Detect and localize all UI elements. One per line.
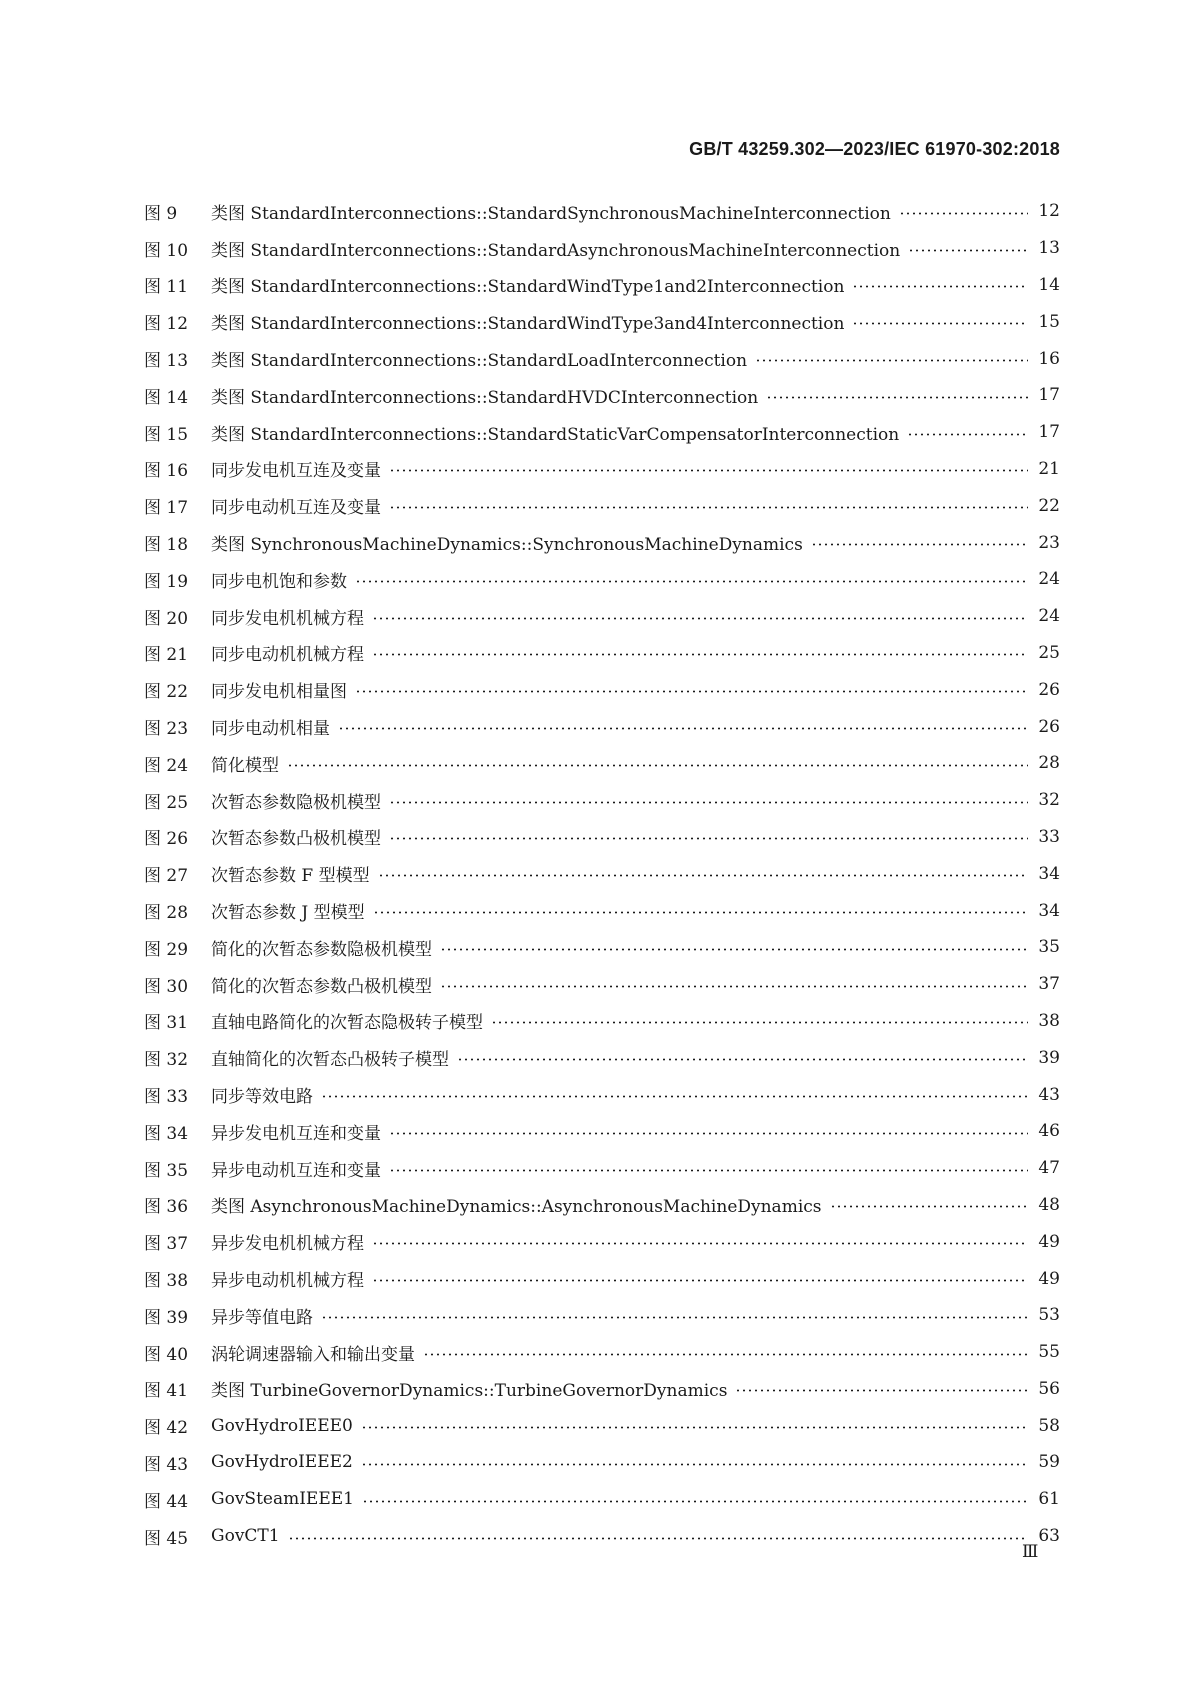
figure-title: 类图 StandardInterconnections::StandardWindType1and2Interconnection [211, 277, 845, 298]
figure-number: 图 34 [144, 1123, 189, 1144]
figure-number: 图 29 [144, 939, 189, 960]
page-reference: 24 [1038, 569, 1060, 590]
toc-entry[interactable] [144, 1076, 1060, 1113]
dot-leader [372, 1279, 1028, 1282]
figure-number: 图 9 [144, 203, 178, 224]
dot-leader [735, 1389, 1028, 1392]
figure-title: 简化的次暂态参数隐极机模型 [211, 939, 432, 960]
figure-title: 直轴电路简化的次暂态隐极转子模型 [211, 1013, 483, 1034]
figure-number: 图 31 [144, 1013, 189, 1034]
figure-title: 同步电动机互连及变量 [211, 498, 381, 519]
figure-title: 异步电动机机械方程 [211, 1271, 364, 1291]
dot-leader [811, 543, 1029, 546]
page-reference: 47 [1038, 1158, 1060, 1179]
toc-entry[interactable] [144, 1297, 1060, 1334]
toc-entry[interactable] [144, 193, 1060, 230]
figure-number: 图 39 [144, 1307, 189, 1328]
figure-number: 图 26 [144, 829, 189, 850]
dot-leader [830, 1205, 1029, 1208]
figure-number: 图 27 [144, 866, 189, 887]
figure-title: 简化的次暂态参数凸极机模型 [211, 976, 432, 997]
page-reference: 56 [1038, 1378, 1060, 1399]
figure-title: 类图 StandardInterconnections::StandardAsynchronousMachineInterconnection [211, 240, 901, 261]
page-reference: 22 [1038, 495, 1060, 516]
dot-leader [440, 985, 1028, 988]
toc-entry[interactable] [144, 451, 1060, 488]
figure-number: 图 15 [144, 424, 189, 445]
toc-entry[interactable] [144, 745, 1060, 782]
figure-number: 图 16 [144, 461, 189, 482]
toc-entry[interactable] [144, 966, 1060, 1003]
dot-leader [373, 911, 1029, 914]
figure-number: 图 42 [144, 1418, 189, 1439]
figure-title: 异步等值电路 [211, 1307, 313, 1328]
page-reference: 63 [1038, 1526, 1060, 1547]
page-reference: 61 [1038, 1489, 1060, 1510]
dot-leader [372, 617, 1028, 620]
dot-leader [361, 1426, 1029, 1429]
figure-number: 图 19 [144, 571, 189, 592]
page-reference: 28 [1038, 753, 1060, 774]
page-reference: 17 [1038, 385, 1060, 406]
toc-entry[interactable] [144, 1039, 1060, 1076]
toc-entry[interactable] [144, 782, 1060, 819]
dot-leader [852, 322, 1028, 325]
dot-leader [389, 801, 1028, 804]
toc-entry[interactable] [144, 929, 1060, 966]
page-reference: 55 [1038, 1342, 1060, 1363]
dot-leader [355, 690, 1028, 693]
toc-entry[interactable] [144, 303, 1060, 340]
page-reference: 17 [1038, 422, 1060, 443]
toc-entry[interactable] [144, 1334, 1060, 1371]
figure-number: 图 40 [144, 1344, 189, 1365]
figure-title: 次暂态参数 J 型模型 [211, 903, 365, 924]
figure-number: 图 10 [144, 240, 189, 261]
figure-title: 异步发电机互连和变量 [211, 1123, 381, 1144]
dot-leader [378, 874, 1029, 877]
dot-leader [908, 249, 1028, 252]
toc-entry[interactable] [144, 671, 1060, 708]
dot-leader [755, 359, 1028, 362]
page-reference: 38 [1038, 1010, 1060, 1031]
page-reference: 15 [1038, 311, 1060, 332]
toc-entry[interactable] [144, 561, 1060, 598]
figure-title: GovHydroIEEE2 [211, 1452, 353, 1473]
standard-header: GB/T 43259.302—2023/IEC 61970-302:2018 [689, 139, 1060, 159]
figure-title: 同步电动机机械方程 [211, 645, 364, 666]
figure-number: 图 22 [144, 682, 189, 703]
toc-entry[interactable] [144, 1518, 1060, 1555]
dot-leader [491, 1021, 1028, 1024]
page-reference: 37 [1038, 974, 1060, 995]
page-reference: 26 [1038, 679, 1060, 700]
page-reference: 32 [1038, 790, 1060, 811]
dot-leader [321, 1316, 1028, 1319]
dot-leader [288, 1537, 1029, 1540]
figure-number: 图 44 [144, 1491, 189, 1512]
figure-number: 图 20 [144, 608, 189, 629]
page-reference: 34 [1038, 900, 1060, 921]
dot-leader [389, 469, 1028, 472]
toc-entry[interactable] [144, 708, 1060, 745]
toc-entry[interactable] [144, 1481, 1060, 1518]
toc-entry[interactable] [144, 598, 1060, 635]
dot-leader [362, 1500, 1028, 1503]
dot-leader [287, 764, 1028, 767]
page-reference: 12 [1038, 201, 1060, 222]
figure-title: GovHydroIEEE0 [211, 1415, 353, 1436]
figure-number: 图 43 [144, 1454, 189, 1475]
figure-number: 图 38 [144, 1271, 189, 1291]
figure-number: 图 18 [144, 535, 189, 556]
figure-title: 类图 SynchronousMachineDynamics::SynchronousMachineDynamics [211, 535, 803, 556]
figure-title: 异步发电机机械方程 [211, 1234, 364, 1255]
figure-number: 图 25 [144, 792, 189, 813]
page-reference: 49 [1038, 1231, 1060, 1252]
toc-entry[interactable] [144, 635, 1060, 672]
page-reference: 33 [1038, 826, 1060, 847]
toc-entry[interactable] [144, 1150, 1060, 1187]
figure-title: 类图 StandardInterconnections::StandardStaticVarCompensatorInterconnection [211, 424, 900, 445]
page-reference: 58 [1038, 1415, 1060, 1436]
page-reference: 24 [1038, 606, 1060, 627]
figure-number: 图 30 [144, 976, 189, 997]
page-reference: 23 [1038, 532, 1060, 553]
figure-list [144, 193, 1060, 1554]
figure-number: 图 12 [144, 314, 189, 335]
toc-entry[interactable] [144, 1223, 1060, 1260]
page-number: Ⅲ [1022, 1542, 1039, 1562]
figure-number: 图 24 [144, 755, 189, 776]
figure-title: 简化模型 [211, 755, 279, 776]
toc-entry[interactable] [144, 524, 1060, 561]
figure-title: GovSteamIEEE1 [211, 1489, 354, 1510]
dot-leader [355, 580, 1028, 583]
figure-title: 类图 StandardInterconnections::StandardLoadInterconnection [211, 351, 748, 372]
figure-title: 类图 TurbineGovernorDynamics::TurbineGovernorDynamics [211, 1381, 728, 1402]
page-reference: 34 [1038, 863, 1060, 884]
dot-leader [766, 396, 1028, 399]
toc-entry[interactable] [144, 1003, 1060, 1040]
figure-title: 类图 StandardInterconnections::StandardSynchronousMachineInterconnection [211, 203, 891, 224]
figure-number: 图 36 [144, 1197, 189, 1218]
dot-leader [372, 1242, 1028, 1245]
figure-title: 同步发电机机械方程 [211, 608, 364, 629]
dot-leader [338, 727, 1028, 730]
figure-number: 图 35 [144, 1160, 189, 1181]
page-reference: 13 [1038, 238, 1060, 259]
figure-title: 异步电动机互连和变量 [211, 1160, 381, 1181]
toc-entry[interactable] [144, 892, 1060, 929]
figure-title: 涡轮调速器输入和输出变量 [211, 1344, 415, 1365]
page-reference: 16 [1038, 348, 1060, 369]
toc-entry[interactable] [144, 487, 1060, 524]
toc-entry[interactable] [144, 230, 1060, 267]
figure-number: 图 41 [144, 1381, 189, 1402]
figure-number: 图 45 [144, 1528, 189, 1549]
figure-title: 同步电机饱和参数 [211, 571, 347, 592]
page-reference: 43 [1038, 1084, 1060, 1105]
figure-title: 类图 AsynchronousMachineDynamics::AsynchronousMachineDynamics [211, 1197, 822, 1218]
dot-leader [389, 837, 1028, 840]
dot-leader [372, 653, 1028, 656]
page-reference: 14 [1038, 274, 1060, 295]
page-reference: 39 [1038, 1047, 1060, 1068]
dot-leader [361, 1463, 1029, 1466]
figure-title: GovCT1 [211, 1526, 280, 1547]
dot-leader [423, 1353, 1028, 1356]
page-reference: 53 [1038, 1305, 1060, 1326]
toc-entry[interactable] [144, 1407, 1060, 1444]
toc-entry[interactable] [144, 1444, 1060, 1481]
figure-number: 图 33 [144, 1087, 189, 1108]
figure-title: 次暂态参数 F 型模型 [211, 866, 370, 887]
figure-title: 直轴简化的次暂态凸极转子模型 [211, 1050, 449, 1071]
page-reference: 25 [1038, 642, 1060, 663]
figure-number: 图 13 [144, 351, 189, 372]
figure-number: 图 37 [144, 1234, 189, 1255]
figure-number: 图 32 [144, 1050, 189, 1071]
figure-title: 类图 StandardInterconnections::StandardWindType3and4Interconnection [211, 314, 845, 335]
figure-title: 同步发电机相量图 [211, 682, 347, 703]
dot-leader [457, 1058, 1028, 1061]
figure-number: 图 17 [144, 498, 189, 519]
toc-entry[interactable] [144, 819, 1060, 856]
figure-number: 图 23 [144, 719, 189, 740]
figure-number: 图 14 [144, 387, 189, 408]
toc-entry[interactable] [144, 414, 1060, 451]
page-reference: 49 [1038, 1268, 1060, 1289]
toc-entry[interactable] [144, 855, 1060, 892]
figure-title: 同步电动机相量 [211, 719, 330, 740]
figure-title: 类图 StandardInterconnections::StandardHVDCInterconnection [211, 387, 759, 408]
dot-leader [321, 1095, 1028, 1098]
dot-leader [389, 1169, 1028, 1172]
figure-title: 同步发电机互连及变量 [211, 461, 381, 482]
figure-number: 图 11 [144, 277, 189, 298]
figure-number: 图 21 [144, 645, 189, 666]
dot-leader [852, 285, 1028, 288]
figure-number: 图 28 [144, 903, 189, 924]
page-reference: 46 [1038, 1121, 1060, 1142]
toc-entry[interactable] [144, 340, 1060, 377]
page-reference: 35 [1038, 937, 1060, 958]
toc-entry[interactable] [144, 1371, 1060, 1408]
page-reference: 26 [1038, 716, 1060, 737]
toc-entry[interactable] [144, 1113, 1060, 1150]
page-reference: 21 [1038, 458, 1060, 479]
dot-leader [389, 506, 1028, 509]
page-reference: 48 [1038, 1194, 1060, 1215]
dot-leader [907, 433, 1028, 436]
figure-title: 次暂态参数隐极机模型 [211, 792, 381, 813]
toc-entry[interactable] [144, 377, 1060, 414]
dot-leader [899, 212, 1029, 215]
toc-entry[interactable] [144, 1187, 1060, 1224]
dot-leader [389, 1132, 1028, 1135]
figure-title: 次暂态参数凸极机模型 [211, 829, 381, 850]
figure-title: 同步等效电路 [211, 1087, 313, 1108]
toc-entry[interactable] [144, 267, 1060, 304]
toc-entry[interactable] [144, 1260, 1060, 1297]
page-reference: 59 [1038, 1452, 1060, 1473]
dot-leader [440, 948, 1028, 951]
